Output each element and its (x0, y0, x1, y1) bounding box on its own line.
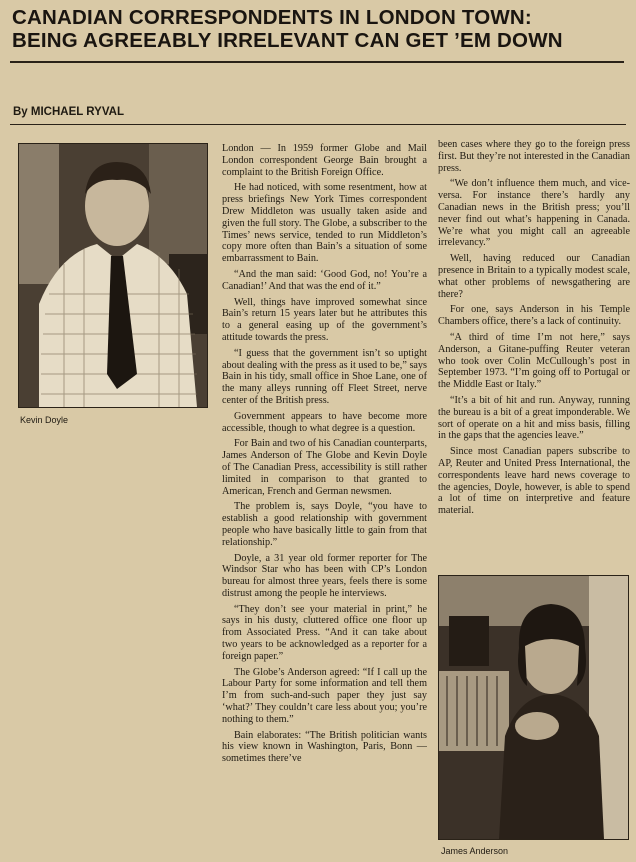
paragraph: Since most Canadian papers subscribe to AP, Reuter and United Press International, the correspondents leave hard news coverage to the agencies, Doyle, however, is able to spend a lot of time on interpretive and feature material. (438, 446, 630, 517)
kevin-doyle-portrait-image (19, 144, 207, 407)
paragraph: Bain elaborates: “The British politician wants his view known in Washington, Paris, Bonn — sometimes there’ve (222, 729, 427, 765)
article-column-2 (222, 143, 427, 856)
caption-kevin-doyle: Kevin Doyle (20, 415, 69, 425)
paragraph: For one, says Anderson in his Temple Chambers office, there’s a lack of continuity. (438, 304, 630, 328)
paragraph: The Globe’s Anderson agreed: “If I call up the Labour Party for some information and tell them I’m from such-and-such paper they just say ‘what?’ They couldn’t care less about you; you’re nothing to them.” (222, 666, 427, 725)
paragraph: Doyle, a 31 year old former reporter for The Windsor Star who has been with CP’s London bureau for almost three years, feels there is some distrust among the people he interviews. (222, 552, 427, 599)
paragraph: London — In 1959 former Globe and Mail London correspondent George Bain brought a complaint to the British Foreign Office. (222, 143, 427, 178)
paragraph: For Bain and two of his Canadian counterparts, James Anderson of The Globe and Kevin Doyle of The Canadian Press, accessibility is still rather limited in comparison to that granted to American, French and German newsmen. (222, 438, 427, 497)
paragraph: “We don’t influence them much, and vice-versa. For instance there’s hardly any Canadian news in the British press; you’ll never find out what’s happening in Canada. We’re what you might call an agreeable irrelevancy.” (438, 178, 630, 249)
james-anderson-portrait-image (439, 576, 628, 839)
headline (12, 6, 628, 52)
paragraph: “They don’t see your material in print,” he says in his dusty, cluttered office one floor up from Associated Press. “And it can take about two years to be acknowledged as a reporter for a foreign paper.” (222, 603, 427, 662)
paragraph: been cases where they go to the foreign press first. But they’re not interested in the Canadian press. (438, 139, 630, 174)
paragraph: “A third of time I’m not here,” says Anderson, a Gitane-puffing Reuter veteran who took over Colin McCullough’s post in September 1973. “I’m going off to Portugal or the Middle East or Italy.” (438, 331, 630, 391)
byline-rule (10, 124, 626, 125)
headline-line-1: CANADIAN CORRESPONDENTS IN LONDON TOWN: (12, 6, 532, 29)
paragraph: The problem is, says Doyle, “you have to establish a good relationship with government people who have basically little to gain from that relationship.” (222, 501, 427, 548)
byline: By MICHAEL RYVAL (13, 106, 124, 118)
photo-kevin-doyle (18, 143, 208, 408)
headline-rule (10, 61, 624, 63)
paragraph: Well, things have improved somewhat since Bain’s return 15 years later but he attributes this to a general easing up of the government’s attitude towards the press. (222, 296, 427, 343)
paragraph: “And the man said: ‘Good God, no! You’re a Canadian!’ And that was the end of it.” (222, 268, 427, 292)
paragraph: “It’s a bit of hit and run. Anyway, running the bureau is a bit of a great imponderable. We sort of operate on a hit and miss basis, filling in the gaps that the agencies leave.” (438, 394, 630, 442)
headline-line-2: BEING AGREEABLY IRRELEVANT CAN GET ’EM DOWN (12, 29, 563, 52)
paragraph: Well, having reduced our Canadian presence in Britain to a typically modest scale, what other problems of newsgathering are there? (438, 253, 630, 300)
paragraph: “I guess that the government isn’t so uptight about dealing with the press as it used to be,” says Bain in his tidy, small office in Shoe Lane, one of the many alleys running off Fleet Street, nerve center of the British press. (222, 347, 427, 406)
photo-james-anderson (438, 575, 629, 840)
paragraph: Government appears to have become more accessible, though to what degree is a question. (222, 410, 427, 434)
article-column-3 (438, 139, 630, 569)
paragraph: He had noticed, with some resentment, how at press briefings New York Times correspondent Drew Middleton was usually taken aside and given the full story. The Globe, a subscriber to the Times’ news service, tended to run Middleton’s copy more often than Bain’s a situation of some embarrassment to Bain. (222, 182, 427, 265)
caption-james-anderson: James Anderson (441, 846, 509, 856)
